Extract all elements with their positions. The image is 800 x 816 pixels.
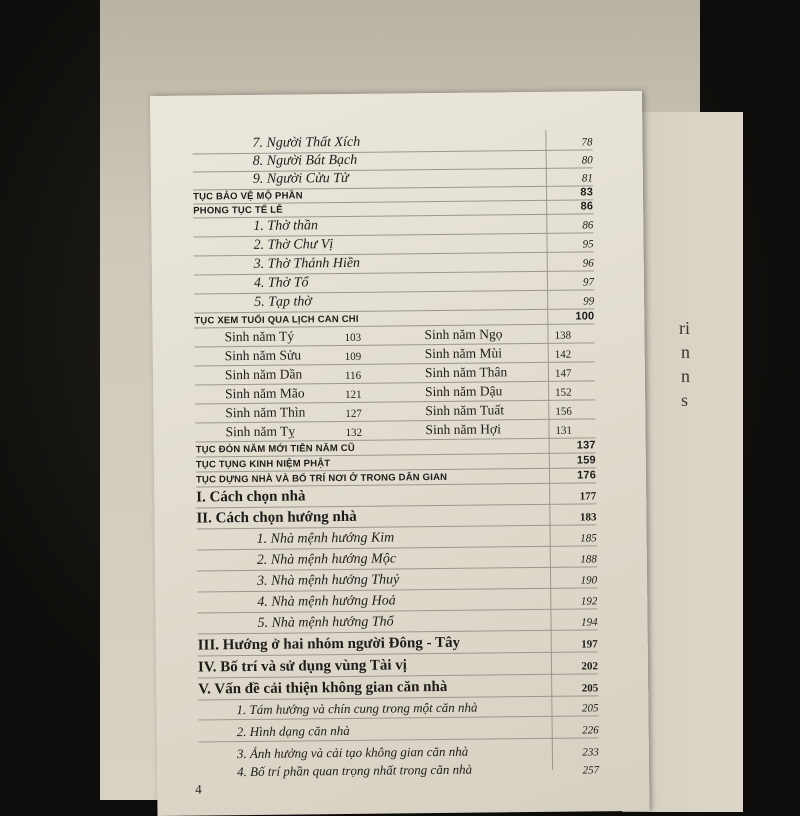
toc-entry-page: 121 (345, 388, 362, 401)
adjacent-page-fragment: s (681, 390, 689, 410)
toc-entry-title: Sinh năm Sửu (224, 347, 302, 364)
adjacent-page-fragment: n (681, 366, 690, 386)
toc-entry-page: 205 (581, 702, 599, 715)
toc-entry-title: 1. Tám hướng và chín cung trong một căn nhà (236, 699, 478, 718)
toc-entry-page: 202 (581, 660, 599, 673)
toc-entry-page: 188 (580, 553, 597, 566)
toc-entry-title: 3. Nhà mệnh hướng Thuỷ (257, 572, 400, 589)
toc-section-title: TỤC DỰNG NHÀ VÀ BỐ TRÍ NƠI Ở TRONG DÂN GIAN (195, 471, 448, 486)
toc-entry-title: 9. Người Cửu Tử (252, 170, 349, 187)
toc-entry-page: 127 (345, 407, 362, 420)
adjacent-page-fragment: ri (679, 318, 690, 338)
toc-section-title: TỤC ĐÓN NĂM MỚI TIỄN NĂM CŨ (195, 442, 355, 456)
toc-entry-page: 103 (344, 331, 362, 344)
toc-chapter-title: I. Cách chọn nhà (196, 488, 306, 506)
toc-entry-page: 177 (579, 490, 597, 503)
toc-entry-title: Sinh năm Mão (225, 385, 305, 402)
page-number: 4 (195, 781, 202, 797)
toc-entry-title: Sinh năm Mùi (424, 345, 503, 362)
toc-entry-title: 3. Ảnh hưởng và cải tạo không gian căn nhà (236, 743, 469, 762)
toc-entry-page: 192 (580, 595, 598, 608)
toc-entry-page: 83 (580, 186, 594, 199)
toc-entry-title: 5. Tạp thờ (254, 294, 312, 310)
toc-entry-page: 99 (583, 295, 595, 308)
toc-entry-title: 5. Nhà mệnh hướng Thổ (257, 614, 394, 631)
toc-section-title: PHONG TỤC TẾ LỄ (193, 204, 283, 217)
toc-section-title: TỤC TỤNG KINH NIỆM PHẬT (195, 458, 331, 471)
toc-entry-page: 159 (576, 454, 596, 467)
toc-entry-page: 152 (555, 386, 572, 399)
toc-entry-title: 4. Nhà mệnh hướng Hoả (257, 593, 396, 610)
table-of-contents (150, 91, 650, 816)
toc-entry-page: 137 (576, 439, 596, 452)
toc-entry-title: Sinh năm Tỵ (225, 423, 296, 440)
toc-entry-page: 138 (554, 329, 572, 342)
toc-entry-page: 81 (581, 172, 593, 185)
toc-entry-page: 80 (581, 154, 593, 167)
toc-entry-page: 183 (579, 511, 597, 524)
toc-entry-title: Sinh năm Thìn (225, 404, 306, 421)
toc-entry-page: 205 (581, 682, 599, 695)
toc-entry-page: 109 (344, 350, 362, 363)
toc-entry-title: 3. Thờ Thánh Hiền (253, 255, 361, 272)
toc-entry-title: 7. Người Thất Xích (252, 134, 361, 151)
adjacent-page-fragment: n (681, 342, 690, 362)
toc-entry-title: 2. Nhà mệnh hướng Mộc (256, 551, 397, 568)
toc-entry-page: 96 (582, 257, 594, 270)
toc-chapter-title: III. Hướng ở hai nhóm người Đông - Tây (197, 634, 461, 654)
toc-entry-page: 233 (582, 746, 599, 759)
toc-entry-title: 1. Nhà mệnh hướng Kim (256, 530, 395, 547)
toc-entry-page: 116 (344, 369, 362, 382)
book-page (150, 91, 650, 816)
toc-entry-title: 4. Bố trí phần quan trọng nhất trong căn nhà (237, 761, 473, 780)
toc-entry-page: 131 (555, 424, 573, 437)
toc-entry-page: 226 (582, 724, 599, 737)
toc-entry-page: 197 (581, 638, 598, 651)
toc-section-title: TỤC XEM TUỔI QUA LỊCH CAN CHI (194, 313, 359, 327)
toc-entry-page: 95 (582, 238, 594, 251)
toc-entry-title: 2. Hình dạng căn nhà (236, 722, 350, 740)
toc-entry-title: Sinh năm Dậu (425, 383, 503, 400)
toc-entry-page: 142 (554, 348, 572, 361)
toc-entry-page: 97 (582, 276, 595, 289)
toc-section-title: TỤC BẢO VỆ MỘ PHẦN (193, 190, 303, 203)
toc-entry-title: 8. Người Bát Bạch (252, 152, 358, 169)
toc-entry-title: Sinh năm Tuất (425, 402, 505, 419)
toc-entry-title: Sinh năm Thân (424, 364, 508, 381)
toc-entry-title: Sinh năm Dần (224, 366, 303, 383)
toc-entry-page: 156 (555, 405, 572, 418)
toc-entry-title: Sinh năm Ngọ (424, 326, 503, 343)
toc-chapter-title: V. Vấn đề cải thiện không gian căn nhà (198, 678, 448, 698)
toc-entry-title: Sinh năm Hợi (425, 421, 501, 438)
toc-entry-page: 176 (576, 469, 597, 482)
toc-entry-title: 4. Thờ Tổ (253, 275, 309, 291)
toc-entry-page: 257 (582, 764, 600, 777)
toc-entry-page: 185 (580, 532, 597, 545)
toc-entry-page: 132 (345, 426, 363, 439)
toc-entry-page: 147 (554, 367, 572, 380)
toc-entry-title: Sinh năm Tý (224, 328, 295, 345)
toc-entry-title: 2. Thờ Chư Vị (253, 237, 334, 253)
toc-entry-title: 1. Thờ thần (253, 218, 319, 234)
toc-entry-page: 86 (582, 219, 594, 232)
toc-entry-page: 100 (575, 310, 595, 323)
toc-entry-page: 190 (580, 574, 598, 587)
toc-chapter-title: IV. Bố trí và sử dụng vùng Tài vị (197, 657, 407, 676)
toc-entry-page: 86 (580, 200, 594, 213)
toc-chapter-title: II. Cách chọn hướng nhà (196, 508, 357, 527)
toc-entry (199, 757, 599, 781)
toc-entry-page: 194 (580, 616, 598, 629)
toc-entry-page: 78 (581, 136, 593, 149)
